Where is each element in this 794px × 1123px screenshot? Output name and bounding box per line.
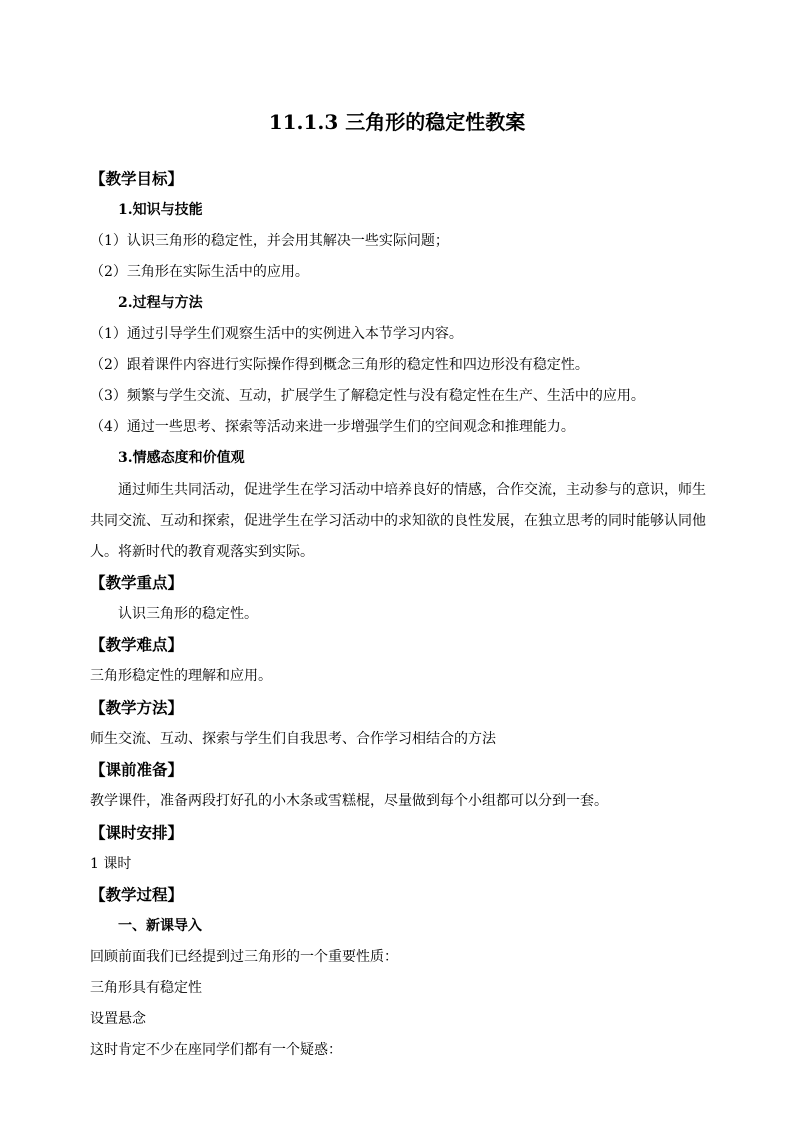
knowledge-item-1: （1）认识三角形的稳定性，并会用其解决一些实际问题； [90, 233, 449, 249]
knowledge-item-2: （2）三角形在实际生活中的应用。 [90, 264, 309, 280]
process-item-3: （3）频繁与学生交流、互动，扩展学生了解稳定性与没有稳定性在生产、生活中的应用。 [90, 388, 645, 404]
section-heading-objectives: 【教学目标】 [90, 169, 184, 188]
section-heading-schedule: 【课时安排】 [90, 823, 184, 842]
method-text: 师生交流、互动、探索与学生们自我思考、合作学习相结合的方法 [90, 731, 496, 747]
process-item-1: （1）通过引导学生们观察生活中的实例进入本节学习内容。 [90, 326, 463, 342]
subheading-knowledge: 1.知识与技能 [118, 202, 203, 218]
procedure-line-2: 三角形具有稳定性 [90, 980, 202, 996]
procedure-line-1: 回顾前面我们已经提到过三角形的一个重要性质： [90, 949, 398, 965]
preparation-text: 教学课件，准备两段打好孔的小木条或雪糕棍，尽量做到每个小组都可以分到一套。 [90, 793, 608, 809]
process-item-2: （2）跟着课件内容进行实际操作得到概念三角形的稳定性和四边形没有稳定性。 [90, 357, 589, 373]
section-heading-difficulty: 【教学难点】 [90, 635, 184, 654]
procedure-line-3: 设置悬念 [90, 1011, 146, 1027]
subheading-emotion: 3.情感态度和价值观 [118, 450, 245, 466]
subheading-new-lesson-intro: 一、新课导入 [118, 918, 202, 934]
page-title: 11.1.3 三角形的稳定性教案 [268, 110, 526, 134]
process-item-4: （4）通过一些思考、探索等活动来进一步增强学生们的空间观念和推理能力。 [90, 419, 575, 435]
procedure-line-4: 这时肯定不少在座同学们都有一个疑惑： [90, 1042, 342, 1058]
section-heading-key-point: 【教学重点】 [90, 573, 184, 592]
difficulty-text: 三角形稳定性的理解和应用。 [90, 668, 272, 684]
key-point-text: 认识三角形的稳定性。 [118, 606, 258, 622]
subheading-process: 2.过程与方法 [118, 295, 203, 311]
section-heading-method: 【教学方法】 [90, 698, 184, 717]
emotion-paragraph: 通过师生共同活动，促进学生在学习活动中培养良好的情感，合作交流，主动参与的意识，师生共同交流、互动和探索，促进学生在学习活动中的求知欲的良性发展，在独立思考的同时能够认同他人。将新时代的教育观落实到实际。 [90, 482, 706, 560]
section-heading-preparation: 【课前准备】 [90, 760, 184, 779]
schedule-text: 1 课时 [90, 856, 132, 872]
section-heading-procedure: 【教学过程】 [90, 885, 184, 904]
